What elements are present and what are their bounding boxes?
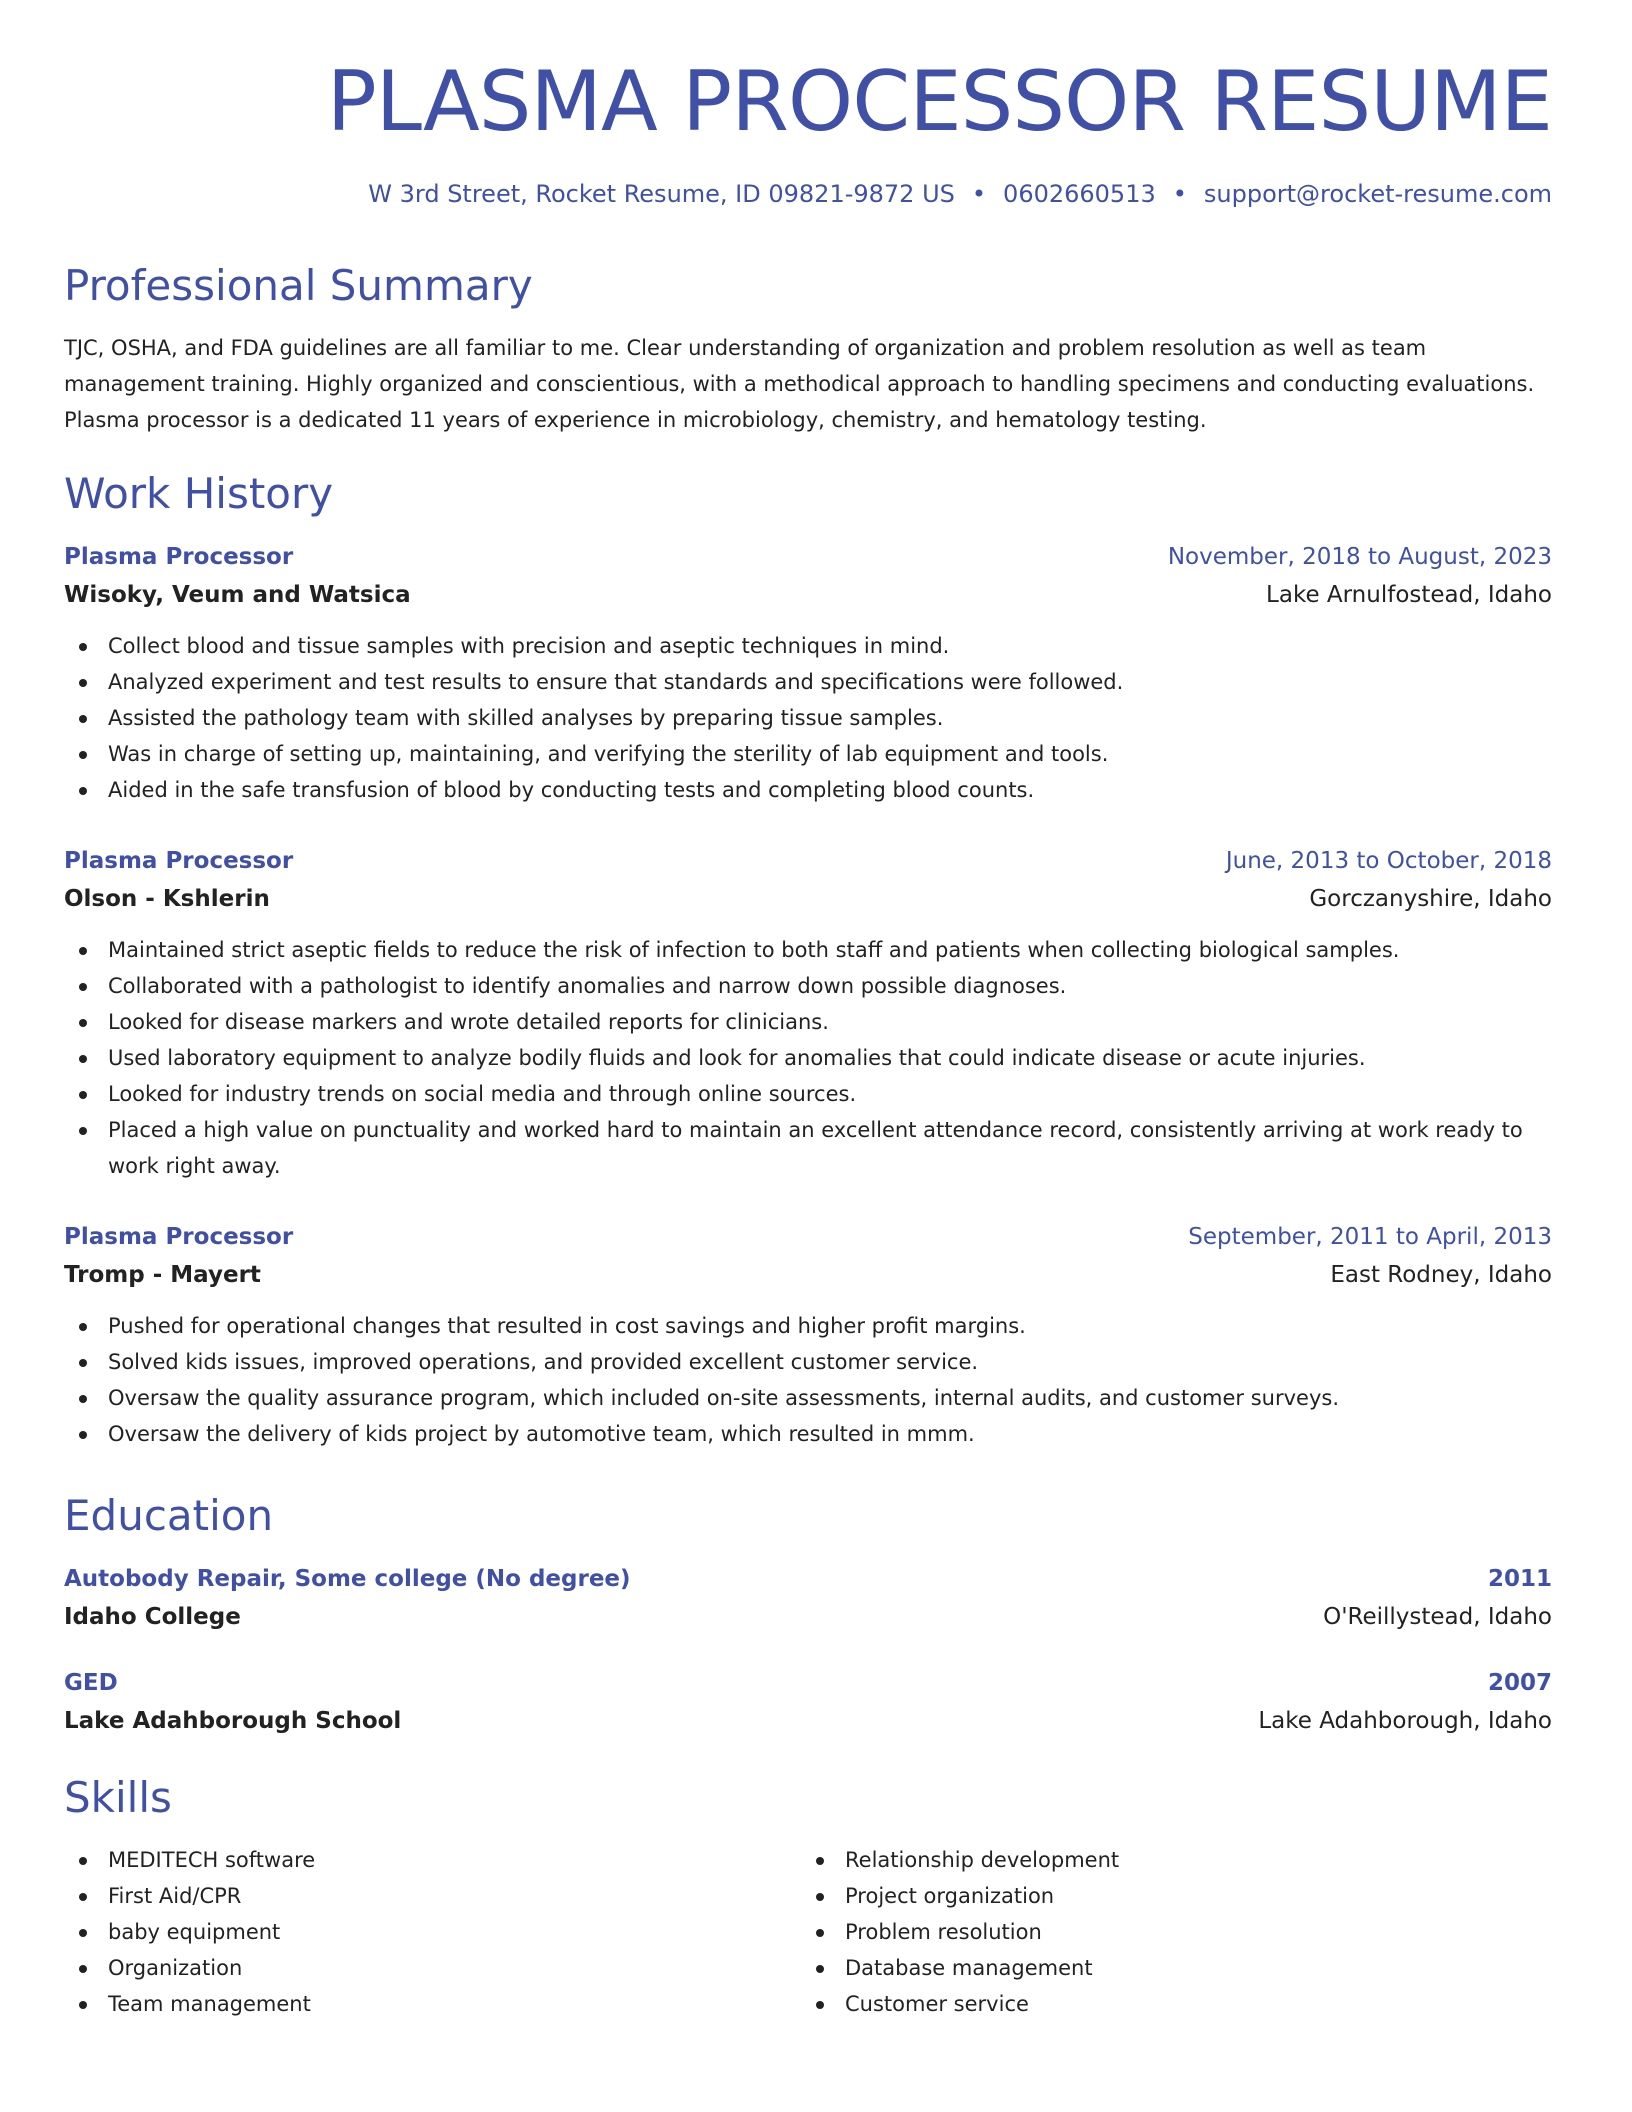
job-title: Plasma Processor [64, 848, 294, 874]
skill-item: Customer service [801, 1986, 1538, 2022]
job-location: East Rodney, Idaho [1330, 1262, 1552, 1288]
education-year: 2007 [1487, 1670, 1552, 1696]
resume-body [64, 256, 1552, 2022]
skills-list-left [64, 1842, 801, 2022]
job-entry [64, 842, 1552, 1184]
skills-list-right [801, 1842, 1538, 2022]
job-bullet: Oversaw the quality assurance program, which included on-site assessments, internal audits, and customer surveys. [64, 1380, 1552, 1416]
skills-heading: Skills [64, 1773, 172, 1822]
education-location: Lake Adahborough, Idaho [1258, 1708, 1552, 1734]
job-location: Lake Arnulfostead, Idaho [1266, 582, 1552, 608]
job-bullet: Placed a high value on punctuality and worked hard to maintain an excellent attendance record, consistently arriving at work ready to work right away. [64, 1112, 1552, 1184]
summary-section [64, 256, 1552, 438]
contact-email[interactable]: support@rocket-resume.com [1203, 180, 1552, 208]
skills-columns [64, 1842, 1552, 2022]
job-dates: September, 2011 to April, 2013 [1188, 1224, 1552, 1250]
education-entry [64, 1560, 1552, 1636]
job-bullet: Collect blood and tissue samples with precision and aseptic techniques in mind. [64, 628, 1552, 664]
job-bullet: Oversaw the delivery of kids project by automotive team, which resulted in mmm. [64, 1416, 1552, 1452]
education-year: 2011 [1487, 1566, 1552, 1592]
job-bullet: Was in charge of setting up, maintaining, and verifying the sterility of lab equipment and tools. [64, 736, 1552, 772]
education-location: O'Reillystead, Idaho [1323, 1604, 1552, 1630]
summary-text: TJC, OSHA, and FDA guidelines are all familiar to me. Clear understanding of organization and problem resolution as well as team management training. Highly organized and conscientious, with a methodical approach to handling specimens and conducting evaluations. Plasma processor is a dedicated 11 years of experience in microbiology, chemistry, and hematology testing. [64, 336, 1535, 432]
skills-section [64, 1768, 1552, 2022]
education-degree: Autobody Repair, Some college (No degree) [64, 1566, 631, 1592]
job-dates: November, 2018 to August, 2023 [1167, 544, 1552, 570]
skill-item: MEDITECH software [64, 1842, 801, 1878]
contact-separator: • [971, 180, 987, 208]
contact-separator: • [1172, 180, 1187, 208]
job-bullet: Maintained strict aseptic fields to reduce the risk of infection to both staff and patients when collecting biological samples. [64, 932, 1552, 968]
skill-item: Organization [64, 1950, 801, 1986]
job-bullet: Used laboratory equipment to analyze bodily fluids and look for anomalies that could indicate disease or acute injuries. [64, 1040, 1552, 1076]
contact-phone: 0602660513 [1003, 180, 1156, 208]
work-history-heading: Work History [64, 469, 334, 518]
summary-heading: Professional Summary [64, 261, 533, 310]
education-degree: GED [64, 1670, 118, 1696]
skill-item: Project organization [801, 1878, 1538, 1914]
job-location: Gorczanyshire, Idaho [1309, 886, 1552, 912]
skill-item: First Aid/CPR [64, 1878, 801, 1914]
job-bullets [64, 628, 1552, 808]
contact-line [368, 178, 1552, 210]
contact-address: W 3rd Street, Rocket Resume, ID 09821-9872 US [368, 180, 955, 208]
education-heading: Education [64, 1491, 274, 1540]
job-bullet: Solved kids issues, improved operations, and provided excellent customer service. [64, 1344, 1552, 1380]
skill-item: baby equipment [64, 1914, 801, 1950]
resume-title: PLASMA PROCESSOR RESUME [326, 53, 1552, 150]
job-bullet: Looked for disease markers and wrote detailed reports for clinicians. [64, 1004, 1552, 1040]
job-company: Olson - Kshlerin [64, 886, 270, 912]
job-bullet: Collaborated with a pathologist to identify anomalies and narrow down possible diagnoses. [64, 968, 1552, 1004]
job-company: Tromp - Mayert [64, 1262, 261, 1288]
skill-item: Team management [64, 1986, 801, 2022]
job-bullet: Aided in the safe transfusion of blood by conducting tests and completing blood counts. [64, 772, 1552, 808]
job-bullet: Pushed for operational changes that resulted in cost savings and higher profit margins. [64, 1308, 1552, 1344]
work-history-section [64, 464, 1552, 1452]
job-bullet: Analyzed experiment and test results to ensure that standards and specifications were followed. [64, 664, 1552, 700]
education-school: Idaho College [64, 1604, 241, 1630]
skill-item: Relationship development [801, 1842, 1538, 1878]
job-bullet: Assisted the pathology team with skilled analyses by preparing tissue samples. [64, 700, 1552, 736]
education-section [64, 1486, 1552, 1740]
skill-item: Database management [801, 1950, 1538, 1986]
job-entry [64, 1218, 1552, 1452]
job-title: Plasma Processor [64, 1224, 294, 1250]
job-title: Plasma Processor [64, 544, 294, 570]
education-entry [64, 1664, 1552, 1740]
job-entry [64, 538, 1552, 808]
skill-item: Problem resolution [801, 1914, 1538, 1950]
job-bullet: Looked for industry trends on social media and through online sources. [64, 1076, 1552, 1112]
job-bullets [64, 1308, 1552, 1452]
job-bullets [64, 932, 1552, 1184]
education-school: Lake Adahborough School [64, 1708, 402, 1734]
job-company: Wisoky, Veum and Watsica [64, 582, 411, 608]
job-dates: June, 2013 to October, 2018 [1225, 848, 1552, 874]
